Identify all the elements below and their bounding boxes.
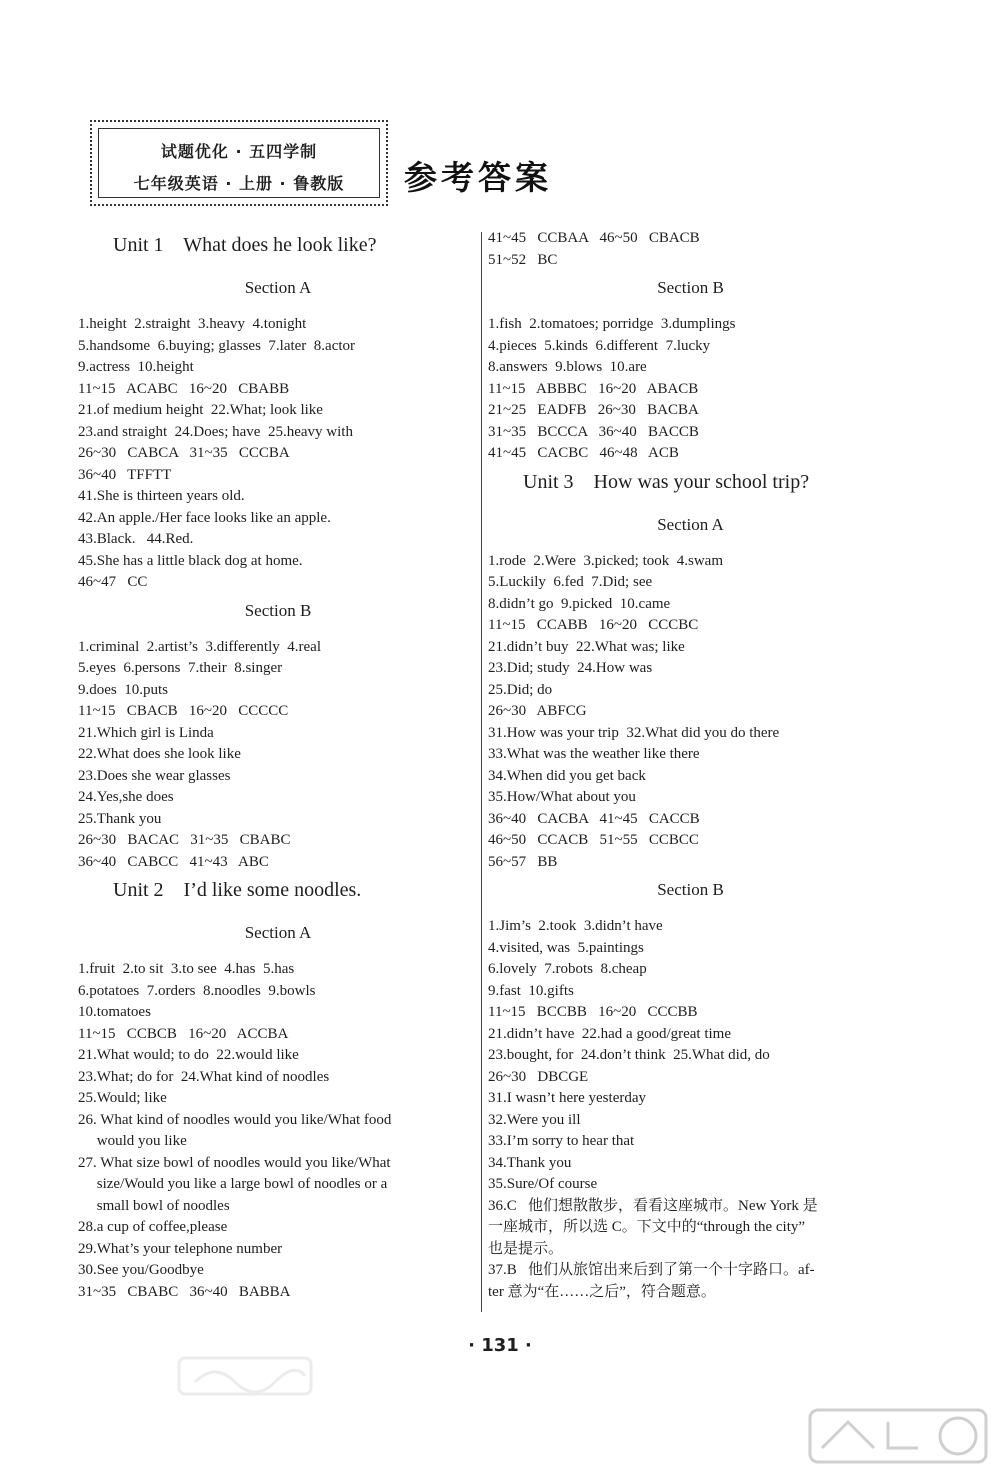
section-heading: Section A <box>244 278 312 297</box>
unit-heading: Unit 3 How was your school trip? <box>523 470 810 493</box>
answer-line: 11~15 CBACB 16~20 CCCCC <box>78 703 289 719</box>
answer-line: 26~30 CABCA 31~35 CCCBA <box>78 445 290 461</box>
left-answer-column <box>78 228 478 1303</box>
answer-line: 30.See you/Goodbye <box>78 1262 204 1278</box>
answer-line: 25.Would; like <box>78 1090 167 1106</box>
answer-line: would you like <box>78 1133 187 1149</box>
answer-line: 4.pieces 5.kinds 6.different 7.lucky <box>488 337 711 354</box>
unit-heading: Unit 1 What does he look like? <box>113 234 377 256</box>
answer-line: 32.Were you ill <box>488 1111 581 1128</box>
answer-line: 36~40 CABCC 41~43 ABC <box>78 853 269 870</box>
answer-line: 26~30 DBCGE <box>488 1068 589 1085</box>
answer-line: 11~15 CCBCB 16~20 ACCBA <box>78 1025 289 1042</box>
answer-line: 21.didn’t buy 22.What was; like <box>488 638 685 655</box>
answer-line: 41.She is thirteen years old. <box>78 488 245 504</box>
answer-line: 6.potatoes 7.orders 8.noodles 9.bowls <box>78 982 316 999</box>
answer-line: 46~47 CC <box>78 574 148 590</box>
answer-line: 11~15 CCABB 16~20 CCCBC <box>488 617 699 633</box>
answer-line: 35.How/What about you <box>488 789 636 805</box>
column-divider <box>481 232 482 1312</box>
answer-line: 21.didn’t have 22.had a good/great time <box>488 1025 731 1042</box>
answer-line: 29.What’s your telephone number <box>78 1240 283 1257</box>
answer-line: 11~15 BCCBB 16~20 CCCBB <box>488 1004 698 1020</box>
answer-line: 11~15 ACABC 16~20 CBABB <box>78 380 290 397</box>
answer-line: 4.visited, was 5.paintings <box>488 939 644 956</box>
answer-line: 6.lovely 7.robots 8.cheap <box>488 961 647 977</box>
unit-heading: Unit 2 I’d like some noodles. <box>113 879 362 901</box>
answer-line: 34.Thank you <box>488 1154 572 1171</box>
answer-line: 27. What size bowl of noodles would you like/What <box>78 1154 391 1171</box>
answer-line: 1.criminal 2.artist’s 3.differently 4.real <box>78 638 321 655</box>
section-heading: Section B <box>657 278 724 297</box>
answer-line: 1.height 2.straight 3.heavy 4.tonight <box>78 316 307 332</box>
answer-line: size/Would you like a large bowl of noodles or a <box>78 1176 388 1192</box>
answer-line: 10.tomatoes <box>78 1004 151 1020</box>
answer-line: 23.Does she wear glasses <box>78 767 231 784</box>
answer-line: 43.Black. 44.Red. <box>78 531 194 547</box>
answer-line: 36.C 他们想散散步，看看这座城市。New York 是 <box>488 1197 818 1214</box>
answer-line: 5.handsome 6.buying; glasses 7.later 8.actor <box>78 337 356 354</box>
answer-line: 37.B 他们从旅馆出来后到了第一个十字路口。af- <box>488 1262 815 1278</box>
answer-line: 26. What kind of noodles would you like/What food <box>78 1111 392 1128</box>
answer-line: 31~35 BCCCA 36~40 BACCB <box>488 423 699 440</box>
answer-line: 36~40 CACBA 41~45 CACCB <box>488 810 700 827</box>
answer-line: 31.How was your trip 32.What did you do there <box>488 724 780 741</box>
answer-line: 1.rode 2.Were 3.picked; took 4.swam <box>488 552 723 569</box>
answer-line: 8.answers 9.blows 10.are <box>488 359 647 375</box>
answer-line: 9.does 10.puts <box>78 681 168 698</box>
answer-line: 5.Luckily 6.fed 7.Did; see <box>488 574 653 590</box>
answer-line: 9.actress 10.height <box>78 359 194 375</box>
answer-line: 11~15 ABBBC 16~20 ABACB <box>488 380 699 397</box>
answer-line: 42.An apple./Her face looks like an apple. <box>78 509 331 526</box>
book-grade-label: 七年级英语 · 上册 · 鲁教版 <box>133 174 345 193</box>
answer-line: 41~45 CACBC 46~48 ACB <box>488 445 679 461</box>
answer-line: 31~35 CBABC 36~40 BABBA <box>78 1283 291 1300</box>
section-heading: Section B <box>244 600 312 620</box>
answer-line: 34.When did you get back <box>488 767 646 784</box>
answer-line: 21.Which girl is Linda <box>78 724 214 741</box>
answer-line: 23.Did; study 24.How was <box>488 660 653 676</box>
answer-line: 26~30 ABFCG <box>488 703 587 719</box>
answer-line: 1.fruit 2.to sit 3.to see 4.has 5.has <box>78 961 295 977</box>
answer-line: 41~45 CCBAA 46~50 CBACB <box>488 230 700 246</box>
answer-line: 24.Yes,she does <box>78 789 174 805</box>
answer-line: 45.She has a little black dog at home. <box>78 552 303 569</box>
answer-line: 21.of medium height 22.What; look like <box>78 402 323 418</box>
answer-line: 35.Sure/Of course <box>488 1176 598 1192</box>
page-number: · 131 · <box>468 1335 532 1356</box>
answer-line: 9.fast 10.gifts <box>488 982 574 999</box>
answer-line: 33.What was the weather like there <box>488 746 700 762</box>
answer-line: 也是提示。 <box>488 1240 564 1257</box>
answer-line: 36~40 TFFTT <box>78 466 172 483</box>
watermark-logo-faint <box>175 1352 315 1400</box>
answer-line: 28.a cup of coffee,please <box>78 1219 228 1235</box>
answer-line: 46~50 CCACB 51~55 CCBCC <box>488 832 699 848</box>
answer-line: 21.What would; to do 22.would like <box>78 1047 299 1063</box>
section-heading: Section B <box>657 880 724 899</box>
answer-line: 8.didn’t go 9.picked 10.came <box>488 595 671 612</box>
watermark-site-logo <box>808 1408 988 1464</box>
answer-line: 1.Jim’s 2.took 3.didn’t have <box>488 918 663 934</box>
answer-line: 一座城市，所以选 C。下文中的“through the city” <box>488 1219 806 1235</box>
answer-line: 23.and straight 24.Does; have 25.heavy with <box>78 423 353 440</box>
answer-line: 51~52 BC <box>488 251 558 268</box>
right-answer-column <box>488 228 893 1303</box>
answer-line: 22.What does she look like <box>78 746 241 762</box>
book-series-label: 试题优化 · 五四学制 <box>160 142 318 161</box>
answer-line: 5.eyes 6.persons 7.their 8.singer <box>78 660 283 676</box>
answer-line: small bowl of noodles <box>78 1197 230 1214</box>
answer-line: 56~57 BB <box>488 853 558 870</box>
section-heading: Section A <box>657 514 724 534</box>
header-inner-border <box>98 128 380 198</box>
header-box <box>90 120 388 206</box>
answer-line: 21~25 EADFB 26~30 BACBA <box>488 402 699 418</box>
answer-line: 33.I’m sorry to hear that <box>488 1133 635 1149</box>
answer-line: 26~30 BACAC 31~35 CBABC <box>78 832 291 848</box>
answer-line: 25.Did; do <box>488 681 553 698</box>
answer-line: 31.I wasn’t here yesterday <box>488 1090 646 1106</box>
answer-line: 1.fish 2.tomatoes; porridge 3.dumplings <box>488 316 736 332</box>
answer-line: 25.Thank you <box>78 810 162 827</box>
answer-line: 23.What; do for 24.What kind of noodles <box>78 1068 330 1085</box>
answer-line: 23.bought, for 24.don’t think 25.What did, do <box>488 1047 770 1063</box>
section-heading: Section A <box>244 923 312 942</box>
page-title: 参考答案 <box>404 158 552 197</box>
answer-line: ter 意为“在……之后”，符合题意。 <box>488 1283 716 1300</box>
